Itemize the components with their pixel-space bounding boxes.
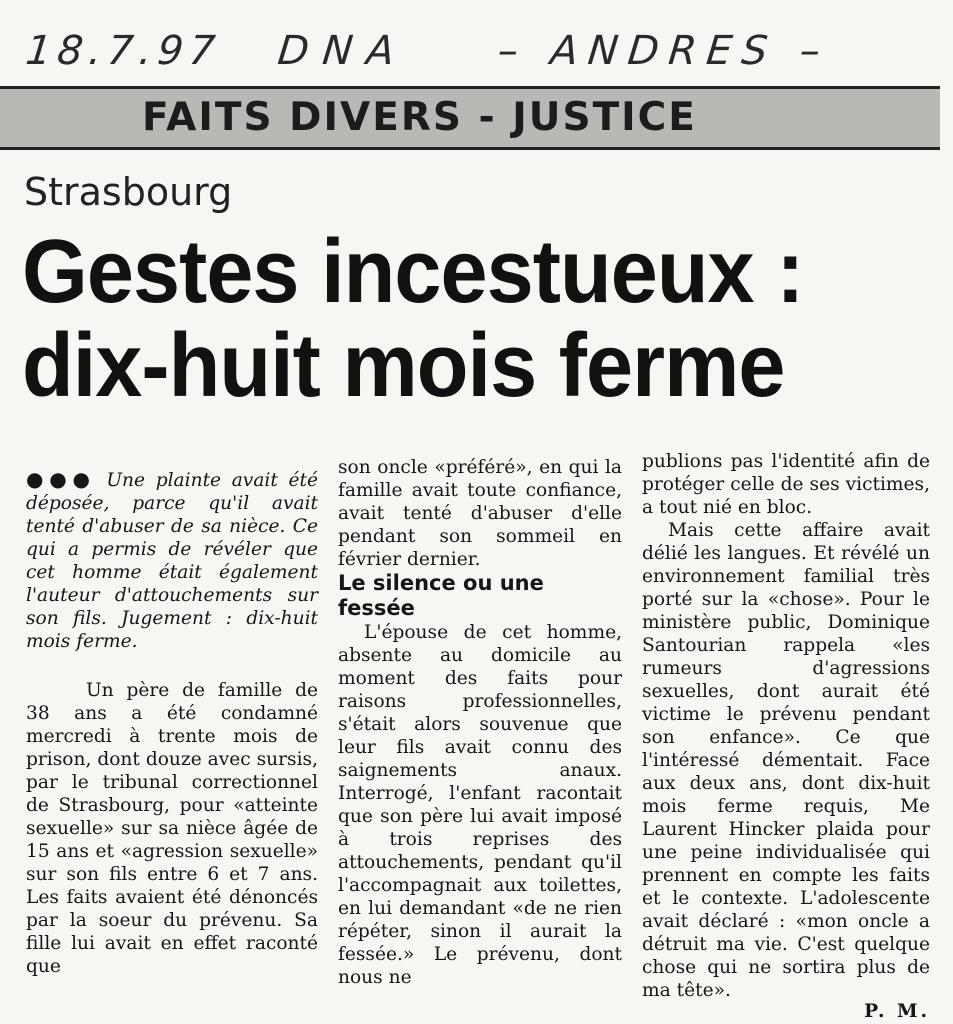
article-location: Strasbourg	[24, 170, 233, 214]
article-headline	[22, 222, 804, 416]
article-paragraph-1: Un père de famille de 38 ans a été condamné mercredi à trente mois de prison, dont douze avec sursis, par le tribunal correctionnel de Strasbourg, pour «atteinte sexuelle» sur sa nièce âgée de 15 ans et «agression sexuelle» sur son fils entre 6 et 7 ans. Les faits avaient été dénoncés par la soeur du prévenu. Sa fille lui avait en effet raconté que	[26, 680, 318, 977]
article-column-3	[642, 450, 930, 1023]
section-banner	[0, 86, 940, 150]
lead-text: Une plainte avait été déposée, parce qu'il avait tenté d'abuser de sa nièce. Ce qui a permis de révéler que cet homme était également l'auteur d'attouchements sur son fils. Jugement : dix-huit mois ferme.	[26, 470, 318, 652]
headline-line-2: dix-huit mois ferme	[22, 316, 785, 416]
headline-line-1: Gestes incestueux :	[22, 222, 804, 322]
article-lead	[26, 468, 318, 653]
article-paragraph-2: L'épouse de cet homme, absente au domicile au moment des faits pour raisons professionnelles, s'était alors souvenue que leur fils avait connu des saignements anaux. Interrogé, l'enfant racontait que son père lui avait imposé à trois reprises des attouchements, pendant qu'il l'accompagnait aux toilettes, en lui demandant «de ne rien répéter, sinon il aurait la fessée.» Le prévenu, dont nous ne	[338, 622, 622, 988]
article-paragraph-1-continued: son oncle «préféré», en qui la famille avait toute confiance, avait tenté d'abuser d'elle pendant son sommeil en février dernier.	[338, 457, 622, 570]
handwritten-source: DNA	[275, 28, 411, 74]
article-paragraph-3: Mais cette affaire avait délié les langues. Et révélé un environnement familial très porté sur la «chose». Pour le ministère public, Dominique Santourian rappela «les rumeurs d'agressions sexuelles, dont aurait été victime le prévenu pendant son enfance». Ce que l'intéressé démentait. Face aux deux ans, dont dix-huit mois ferme requis, Me Laurent Hincker plaida pour une peine individualisée qui prennent en compte les faits et le contexte. L'adolescente avait déclaré : «mon oncle a détruit ma vie. C'est quelque chose qui ne sortira plus de ma tête».	[642, 520, 930, 1001]
author-signature: P. M.	[864, 1001, 930, 1022]
bullet-dots: ●●●	[26, 467, 96, 491]
handwritten-name: – ANDRES –	[495, 28, 833, 74]
article-column-2	[338, 456, 622, 989]
article-column-1	[26, 468, 318, 978]
article-paragraph-2-continued: publions pas l'identité afin de protéger celle de ses victimes, a tout nié en bloc.	[642, 451, 930, 518]
section-title: FAITS DIVERS - JUSTICE	[142, 95, 697, 140]
handwritten-date: 18.7.97	[23, 28, 224, 74]
article-subhead: Le silence ou une fessée	[338, 571, 544, 620]
